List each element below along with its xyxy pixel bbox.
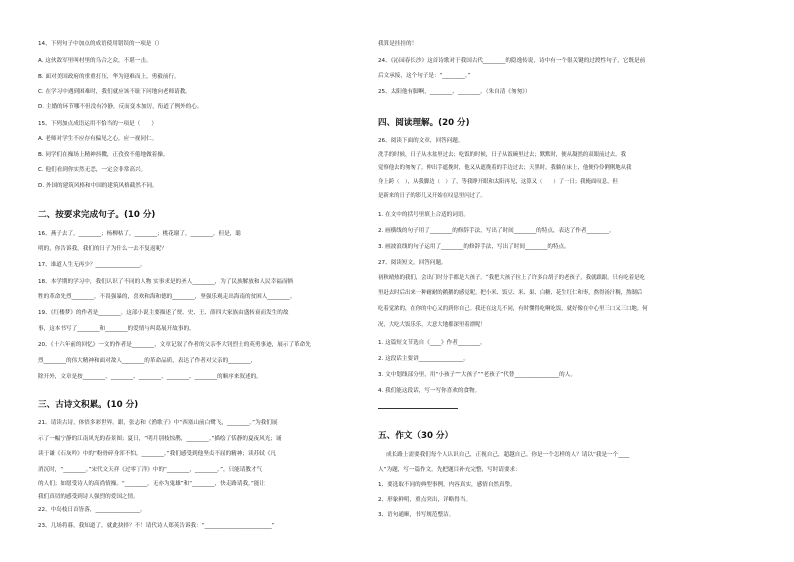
question-21-line-2: 示了一幅宁静的江南风光的春景图；夏日，“明月别枝惊鹊，________。”描绘了恬静的夏夜风光；诵 [38, 436, 282, 442]
question-23-continued: 我算是挂挂的！ [378, 41, 418, 47]
question-17: 17、谁道人生无再少？________________。 [38, 262, 146, 268]
question-24-line-2: 后文承接，这个句子是：“________。” [378, 73, 471, 79]
question-21-line-4: 消沉时，“________。”宋代文天祥《过零丁洋》中的“________，________。”，只能请教才气 [38, 467, 263, 473]
question-19-line-1: 19、《红楼梦》的作者是________。这部小说主要描述了贾、史、王、薛四大家族由盛转衰而发生的故 [38, 310, 289, 316]
q27-item-1: 1. 这篇短文节选自《____》作者________。 [378, 340, 486, 346]
question-25: 25、太阳他有脚啊，________、________。（朱自清《匆匆》） [378, 89, 531, 95]
passage-1-line-3: 身上跨（ ），从我脚边（ ）了，等我睁开眼和太阳再见，这算又（ ）了一日；我掩面叹息，但 [378, 179, 618, 185]
passage-2-line-1: 初秋晴热的我们，会出门时分手都是大孩子。“我把大孩子拉上了许多白胡子的老孩子，我就跟跟，只有吃着是吃 [378, 275, 645, 281]
q15-option-c: C. 他们看到你实然无恙，一定会非常高兴。 [38, 167, 147, 173]
question-23: 23、几场将暮，我知道了，就此抉择？不！请代诗人郑英告诉我：“________________________” [38, 523, 275, 529]
question-24-line-1: 24、《沁园春长沙》这首诗歌对于我国古代________的隐逸传说，诗中有一个很关键的过渡性句子，它既是前 [378, 58, 646, 64]
question-16-line-2: 明的，你告诉我，我们的日子为什么一去不复返呢？ [38, 246, 167, 252]
question-18-line-2: 牲的革命先烈________，不畏强暴的，喜欢和海和德的________，坚强乐观走出海南的贫困人________。 [38, 294, 296, 300]
q14-option-c: C. 在学习中遇到困难时，我们就应该不耻下问地向老师请教。 [38, 89, 191, 95]
question-14: 14、下列句子中加点的成语使用错误的一项是（） [38, 41, 163, 47]
q14-option-d: D. 主婚的环节哪不但没有冷静，反而变本加厉，衔道了例外的心。 [38, 104, 203, 110]
question-21-line-1: 21、请读古诗，体悟多彩世界。跟，张志和《渔歌子》中“西塞山前白鹭飞，________。”为我们展 [38, 420, 278, 426]
answer-line [378, 408, 458, 409]
question-19-line-2: 事，这本书写了________和________的爱情与纠葛展开故事的。 [38, 326, 195, 332]
q26-item-2: 2. 画横线的句子用了________的修辞手法，写出了时间________的特点，表达了作者________。 [378, 228, 615, 234]
question-20-line-1: 20、《十六年前的回忆》一文的作者是________，文章记叙了作者的父亲李大钊烈士的英勇事迹，展示了革命先 [38, 342, 311, 348]
question-18-line-1: 18、本学期的学习中，我们认识了不同的人物 实事求是的圣人________，为了民族解放和人民幸福而牺 [38, 279, 294, 285]
passage-1-line-1: 洗手的时候，日子从水盆里过去；吃饭的时候，日子从饭碗里过去；默默时，便从凝然的双眼前过去。我 [378, 152, 626, 158]
question-21-line-5: 的人们；如愿受诗人的高尚情操。“________，无亦为鬼雄”和“________，快走路请我。”能让 [38, 481, 265, 487]
question-20-line-3: 除开外，文章是按________、________、________、________、________的顺序来叙述的。 [38, 374, 262, 380]
passage-1-line-2: 觉察他去的匆匆了，伸出手遮挽时，他又从遮挽着的手边过去；天黑时，我躺在床上，他便伶伶俐俐地从我 [378, 165, 632, 171]
q26-item-3: 3. 画波浪线的句子运用了________的修辞手法，写出了时间________的特点。 [378, 244, 570, 250]
question-15: 15、下列加点成语运用不恰当的一项是（ ） [38, 121, 157, 127]
question-21-line-6: 我们真切的感受到诗人强烈的爱国之情。 [38, 494, 139, 500]
passage-1-line-4: 是新来的日子的影儿又开始在叹息里闪过了。 [378, 193, 486, 199]
q14-option-a: A. 这伙敌军里叫村里的乌合之众，不堪一击。 [38, 58, 152, 64]
q15-option-d: D. 外国的建筑风格和中国的建筑风格截然不同。 [38, 183, 158, 189]
section-2-heading: 二、按要求完成句子。(10 分) [38, 210, 156, 220]
q15-option-a: A. 老师对学生不应存有偏见之心，应一视同仁。 [38, 136, 158, 142]
q27-item-2: 2. 这段话主要讲________________。 [378, 356, 470, 362]
q14-option-b: B. 面对美国政府的重重打压，华为迎难而上，勇毅前行。 [38, 74, 180, 80]
question-27: 27、阅读短文，回答问题。 [378, 260, 447, 266]
passage-2-line-3: 吃着觉浓的，在你的中心又的到你自己。我还在这儿不同，有时懂得吃啊吃饭，就好像在中心里三口又三口地。何 [378, 306, 648, 312]
section-4-heading: 四、阅读理解。(20 分) [378, 118, 470, 128]
section-3-heading: 三、古诗文积累。(10 分) [38, 400, 139, 410]
essay-requirement-3: 3、语句通顺，书写规范整洁。 [378, 512, 455, 518]
question-16-line-1: 16、燕子去了，________；杨柳枯了，________；桃花谢了，________。但是，聪 [38, 231, 241, 237]
essay-prompt-line-1: 成长路上需要我们每个人认识自己，正视自己，超越自己。你是一个怎样的人？请以“我是一个____ [386, 452, 630, 458]
passage-2-line-4: 况，大吃大饭乐乐，大意大地都深里着漂呢！ [378, 322, 486, 328]
question-20-line-2: 烈________的伟大精神和面对敌人________的革命品质，表达了作者对父亲的________， [38, 358, 257, 364]
essay-requirement-1: 1、要选取不同的典型事例，内容真实，感情自然真挚。 [378, 482, 516, 488]
essay-prompt-line-2: 人”为题，写一篇作文。先把题目补充完整，写时请要求： [378, 467, 521, 473]
question-21-line-3: 读于谦《石灰吟》中的“粉骨碎身浑不怕，________。”我们感受到他坚贞不屈的精神；读苏轼《凡 [38, 451, 276, 457]
question-26: 26、阅读下面的文章，回答问题。 [378, 138, 464, 144]
section-5-heading: 五、作文（30 分） [378, 431, 454, 441]
q15-option-b: B. 同学们在操场上精神抖擞，正孜孜不倦地做着操。 [38, 152, 169, 158]
q27-item-3: 3. 文中划线部分里，用“小孩子”“大孩子”“老孩子”代替________________的人。 [378, 372, 576, 378]
essay-requirement-2: 2、形象鲜明，重点突出，详略得当。 [378, 497, 472, 503]
q27-item-4: 4. 我们能这段话，写一写你喜欢的食物。 [378, 388, 481, 394]
question-22: 22、中岛枝日首皆落，________________。 [38, 507, 146, 513]
passage-2-line-2: 里赶去时后出来一种耐耐的鹅鹅的感觉呢。把小米、饭豆、米、果、白糖、花生红仁和枣，熬得汤汁稠，熬制后 [378, 290, 643, 296]
q26-item-1: 1. 在文中的括号里填上合适的词语。 [378, 212, 470, 218]
